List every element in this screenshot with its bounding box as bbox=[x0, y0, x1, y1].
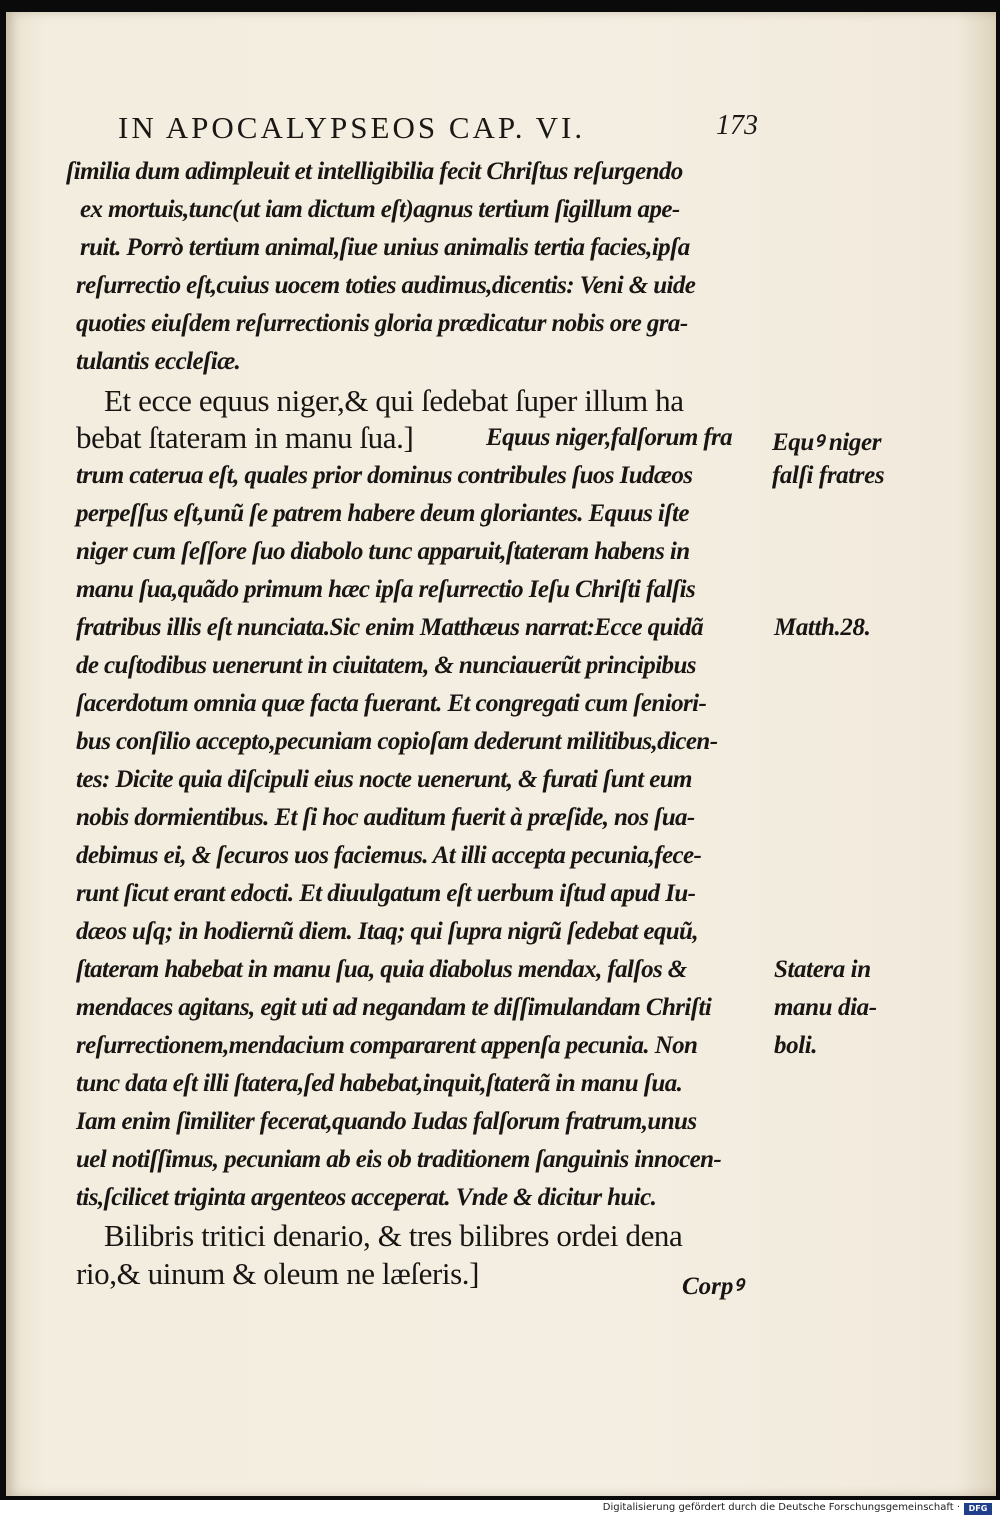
text-line: manu ſua,quãdo primum hæc ipſa reſurrectio Ieſu Chriſti falſis bbox=[76, 576, 696, 603]
lemma-line: Bilibris tritici denario, & tres bilibres ordei dena bbox=[104, 1218, 683, 1253]
text-line: ruit. Porrò tertium animal,ſiue unius animalis tertia facies,ipſa bbox=[80, 234, 690, 261]
text-line: ſimilia dum adimpleuit et intelligibilia fecit Chriſtus reſurgendo bbox=[66, 158, 683, 185]
text-line: reſurrectionem,mendacium compararent appenſa pecunia. Non bbox=[76, 1032, 698, 1059]
dfg-logo-icon: DFG bbox=[964, 1503, 992, 1515]
margin-note: falſi fratres bbox=[772, 462, 885, 489]
lemma-line: bebat ſtateram in manu ſua.] bbox=[76, 420, 414, 455]
margin-note: manu dia- bbox=[774, 994, 877, 1021]
margin-note: Statera in bbox=[774, 956, 871, 983]
running-title: IN APOCALYPSEOS CAP. VI. bbox=[118, 110, 586, 145]
text-line: bus conſilio accepto,pecuniam copioſam dederunt militibus,dicen- bbox=[76, 728, 718, 755]
text-line: runt ſicut erant edocti. Et diuulgatum eſt uerbum iſtud apud Iu- bbox=[76, 880, 696, 907]
text-line: perpeſſus eſt,unũ ſe patrem habere deum gloriantes. Equus iſte bbox=[76, 500, 689, 527]
text-line: debimus ei, & ſecuros uos faciemus. At illi accepta pecunia,fece- bbox=[76, 842, 702, 869]
text-line: Equus niger,falſorum fra bbox=[486, 424, 733, 451]
lemma-line: rio,& uinum & oleum ne læſeris.] bbox=[76, 1256, 480, 1291]
catchword: Corpꝰ bbox=[682, 1273, 743, 1300]
text-line: tis,ſcilicet triginta argenteos acceperat. Vnde & dicitur huic. bbox=[76, 1184, 657, 1211]
text-line: tunc data eſt illi ſtatera,ſed habebat,inquit,ſtaterã in manu ſua. bbox=[76, 1070, 683, 1097]
text-line: mendaces agitans, egit uti ad negandam te diſſimulandam Chriſti bbox=[76, 994, 712, 1021]
text-line: ſtateram habebat in manu ſua, quia diabolus mendax, falſos & bbox=[76, 956, 687, 983]
text-line: Iam enim ſimiliter fecerat,quando Iudas falſorum fratrum,unus bbox=[76, 1108, 697, 1135]
text-line: niger cum ſeſſore ſuo diabolo tunc apparuit,ſtateram habens in bbox=[76, 538, 690, 565]
margin-note: boli. bbox=[774, 1032, 818, 1059]
text-line: quoties eiuſdem reſurrectionis gloria prædicatur nobis ore gra- bbox=[76, 310, 688, 337]
text-line: trum caterua eſt, quales prior dominus contribules ſuos Iudæos bbox=[76, 462, 693, 489]
text-line: uel notiſſimus, pecuniam ab eis ob traditionem ſanguinis innocen- bbox=[76, 1146, 722, 1173]
footer-credit: Digitalisierung gefördert durch die Deutsche Forschungsgemeinschaft · bbox=[602, 1502, 960, 1513]
text-line: tulantis eccleſiæ. bbox=[76, 348, 241, 375]
text-line: dæos uſq; in hodiernũ diem. Itaq; qui ſupra nigrũ ſedebat equũ, bbox=[76, 918, 699, 945]
lemma-line: Et ecce equus niger,& qui ſedebat ſuper illum ha bbox=[104, 383, 684, 418]
text-line: nobis dormientibus. Et ſi hoc auditum fuerit à præſide, nos ſua- bbox=[76, 804, 695, 831]
text-line: reſurrectio eſt,cuius uocem toties audimus,dicentis: Veni & uide bbox=[76, 272, 696, 299]
text-line: ex mortuis,tunc(ut iam dictum eſt)agnus tertium ſigillum ape- bbox=[80, 196, 680, 223]
margin-note: Equꝰ niger bbox=[772, 429, 882, 456]
text-line: tes: Dicite quia diſcipuli eius nocte uenerunt, & furati ſunt eum bbox=[76, 766, 692, 793]
text-line: de cuſtodibus uenerunt in ciuitatem, & nunciauerũt principibus bbox=[76, 652, 696, 679]
text-line: fratribus illis eſt nunciata.Sic enim Matthæus narrat:Ecce quidã bbox=[76, 614, 703, 641]
margin-note: Matth.28. bbox=[774, 614, 871, 641]
running-header bbox=[118, 110, 758, 150]
page-number: 173 bbox=[716, 110, 758, 141]
text-line: ſacerdotum omnia quæ facta fuerant. Et congregati cum ſeniori- bbox=[76, 690, 707, 717]
